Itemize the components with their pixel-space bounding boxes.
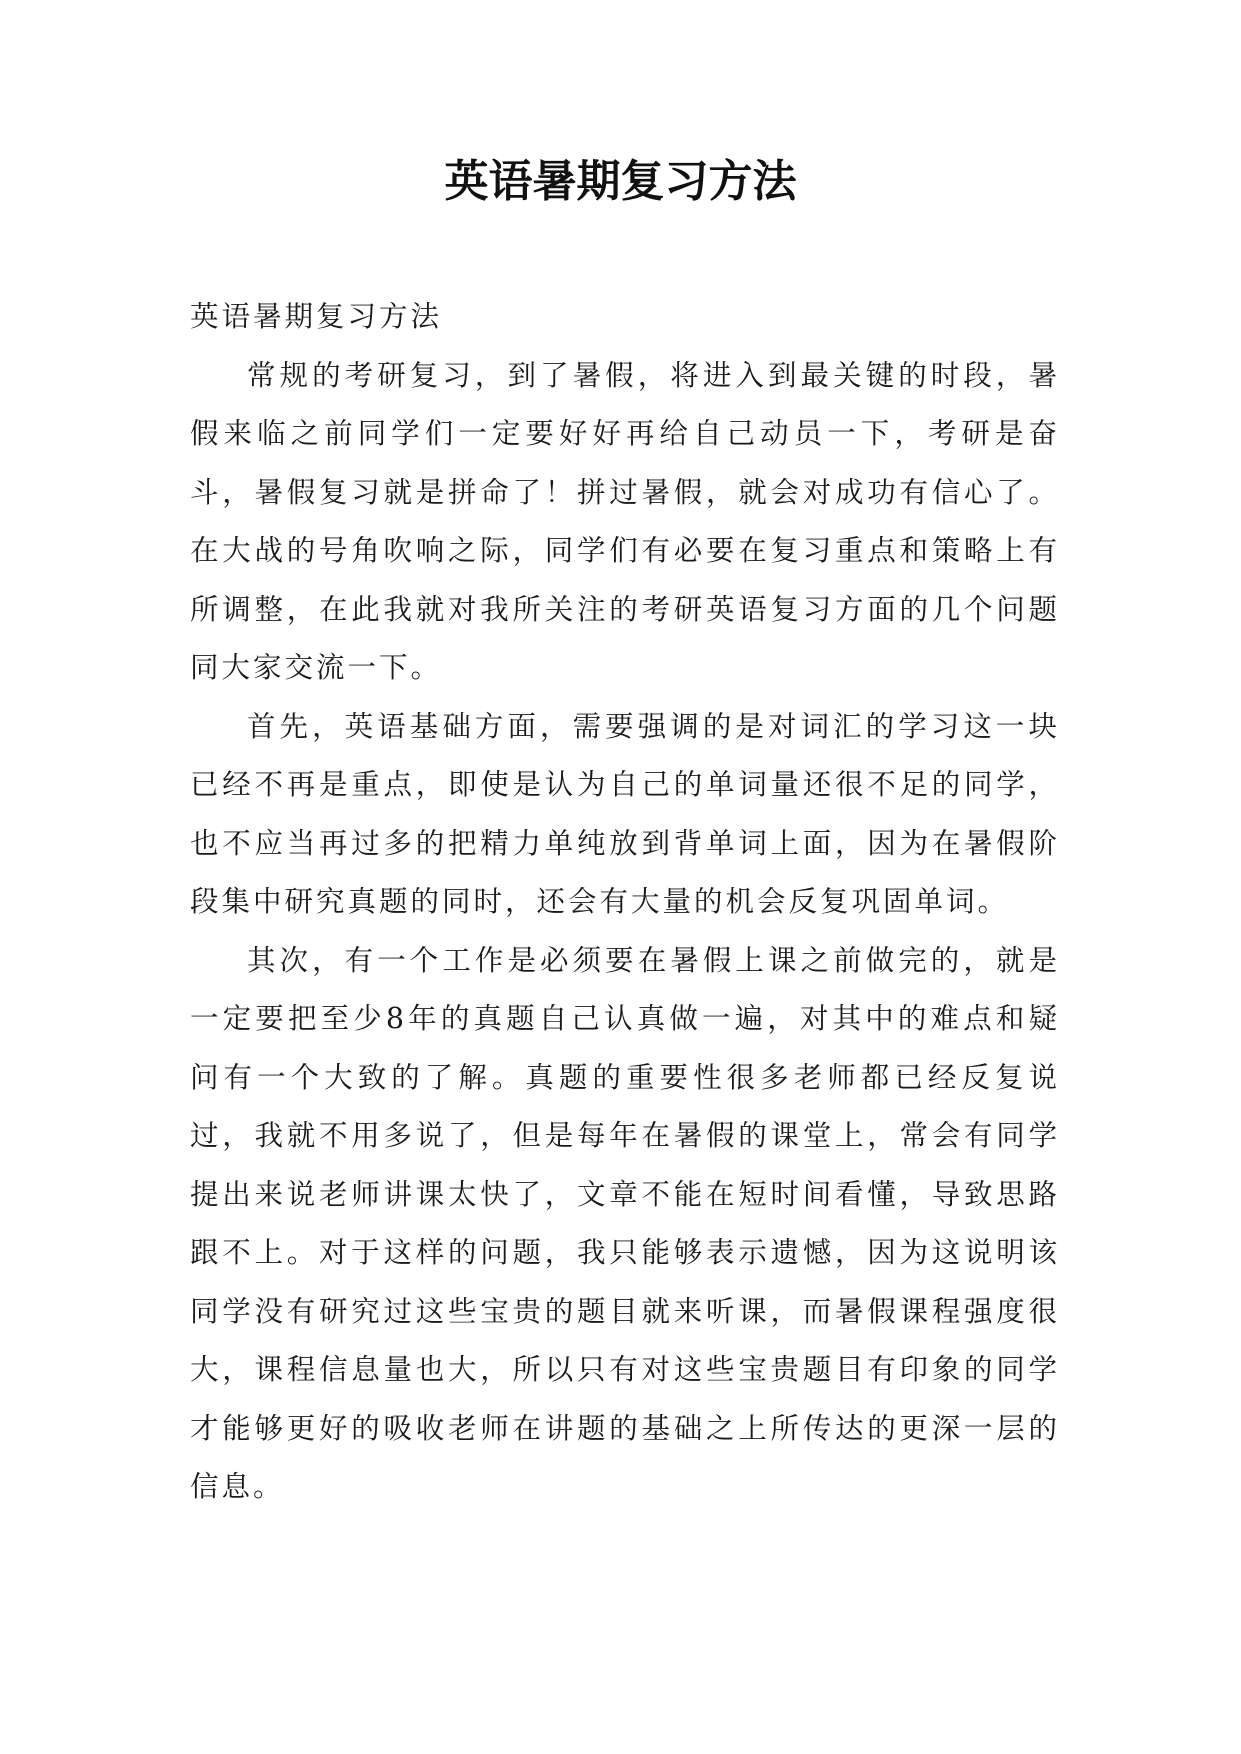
paragraph-1: 常规的考研复习，到了暑假，将进入到最关键的时段，暑假来临之前同学们一定要好好再给自己动员一下，考研是奋斗，暑假复习就是拼命了！拼过暑假，就会对成功有信心了。在大战的号角吹响之际，同学们有必要在复习重点和策略上有所调整，在此我就对我所关注的考研英语复习方面的几个问题同大家交流一下。 <box>190 358 1060 684</box>
document-subtitle: 英语暑期复习方法 <box>190 300 443 333</box>
paragraph-3: 其次，有一个工作是必须要在暑假上课之前做完的，就是一定要把至少8年的真题自己认真做一遍，对其中的难点和疑问有一个大致的了解。真题的重要性很多老师都已经反复说过，我就不用多说了，但是每年在暑假的课堂上，常会有同学提出来说老师讲课太快了，文章不能在短时间看懂，导致思路跟不上。对于这样的问题，我只能够表示遗憾，因为这说明该同学没有研究过这些宝贵的题目就来听课，而暑假课程强度很大，课程信息量也大，所以只有对这些宝贵题目有印象的同学才能够更好的吸收老师在讲题的基础之上所传达的更深一层的信息。 <box>190 943 1060 1503</box>
paragraph-2: 首先，英语基础方面，需要强调的是对词汇的学习这一块已经不再是重点，即使是认为自己的单词量还很不足的同学，也不应当再过多的把精力单纯放到背单词上面，因为在暑假阶段集中研究真题的同时，还会有大量的机会反复巩固单词。 <box>190 709 1060 918</box>
document-body <box>190 288 1060 1517</box>
document-title: 英语暑期复习方法 <box>444 156 797 207</box>
